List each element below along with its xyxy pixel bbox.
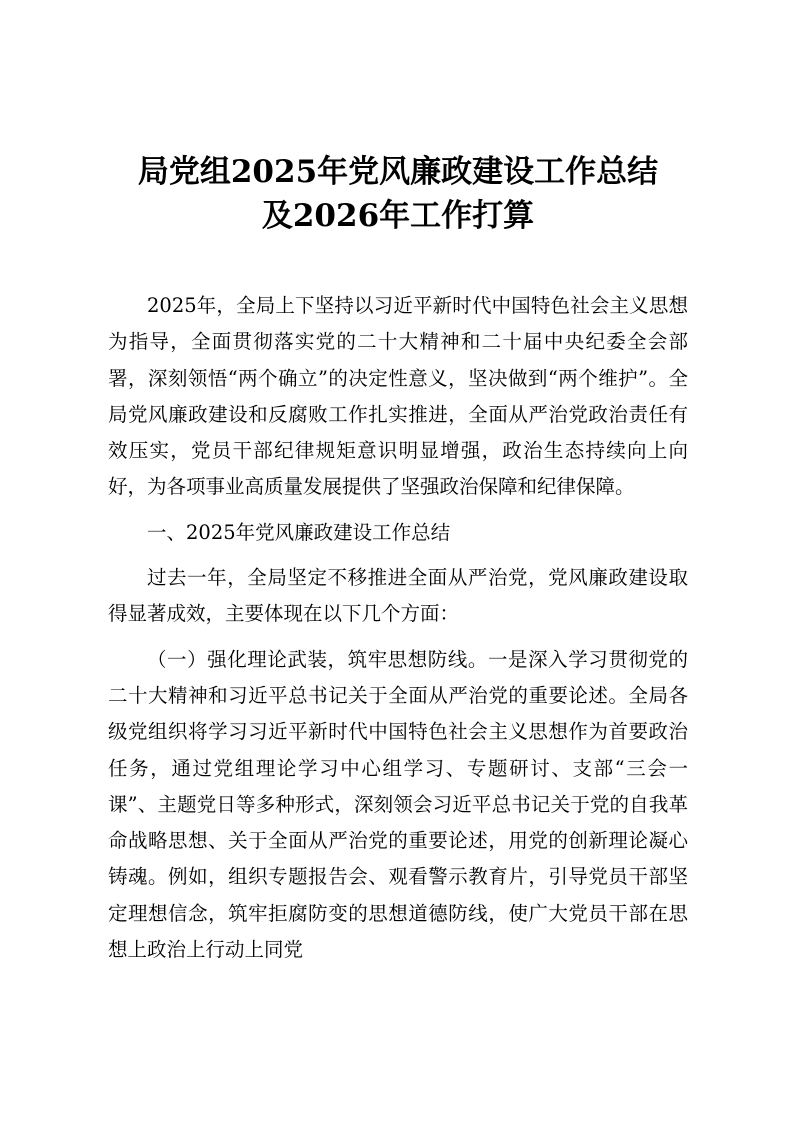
title-line-1: 局党组2025年党风廉政建设工作总结 xyxy=(137,154,659,190)
intro-paragraph: 2025年，全局上下坚持以习近平新时代中国特色社会主义思想为指导，全面贯彻落实党的二十大精神和二十届中央纪委全会部署，深刻领悟“两个确立”的决定性意义，坚决做到“两个维护”。全局党风廉政建设和反腐败工作扎实推进，全面从严治党政治责任有效压实，党员干部纪律规矩意识明显增强，政治生态持续向上向好，为各项事业高质量发展提供了坚强政治保障和纪律保障。 xyxy=(108,294,688,499)
document-body xyxy=(108,288,688,977)
subsection-paragraph: （一）强化理论武装，筑牢思想防线。一是深入学习贯彻党的二十大精神和习近平总书记关于全面从严治党的重要论述。全局各级党组织将学习习近平新时代中国特色社会主义思想作为首要政治任务，通过党组理论学习中心组学习、专题研讨、支部“三会一课”、主题党日等多种形式，深刻领会习近平总书记关于党的自我革命战略思想、关于全面从严治党的重要论述，用党的创新理论凝心铸魂。例如，组织专题报告会、观看警示教育片，引导党员干部坚定理想信念，筑牢拒腐防变的思想道德防线，使广大党员干部在思想上政治上行动上同党 xyxy=(108,647,688,962)
section-heading: 一、2025年党风廉政建设工作总结 xyxy=(147,520,451,544)
document-title xyxy=(108,150,688,238)
section-intro-paragraph: 过去一年，全局坚定不移推进全面从严治党，党风廉政建设取得显著成效，主要体现在以下几个方面： xyxy=(108,566,688,626)
title-line-2: 及2026年工作打算 xyxy=(261,198,535,234)
